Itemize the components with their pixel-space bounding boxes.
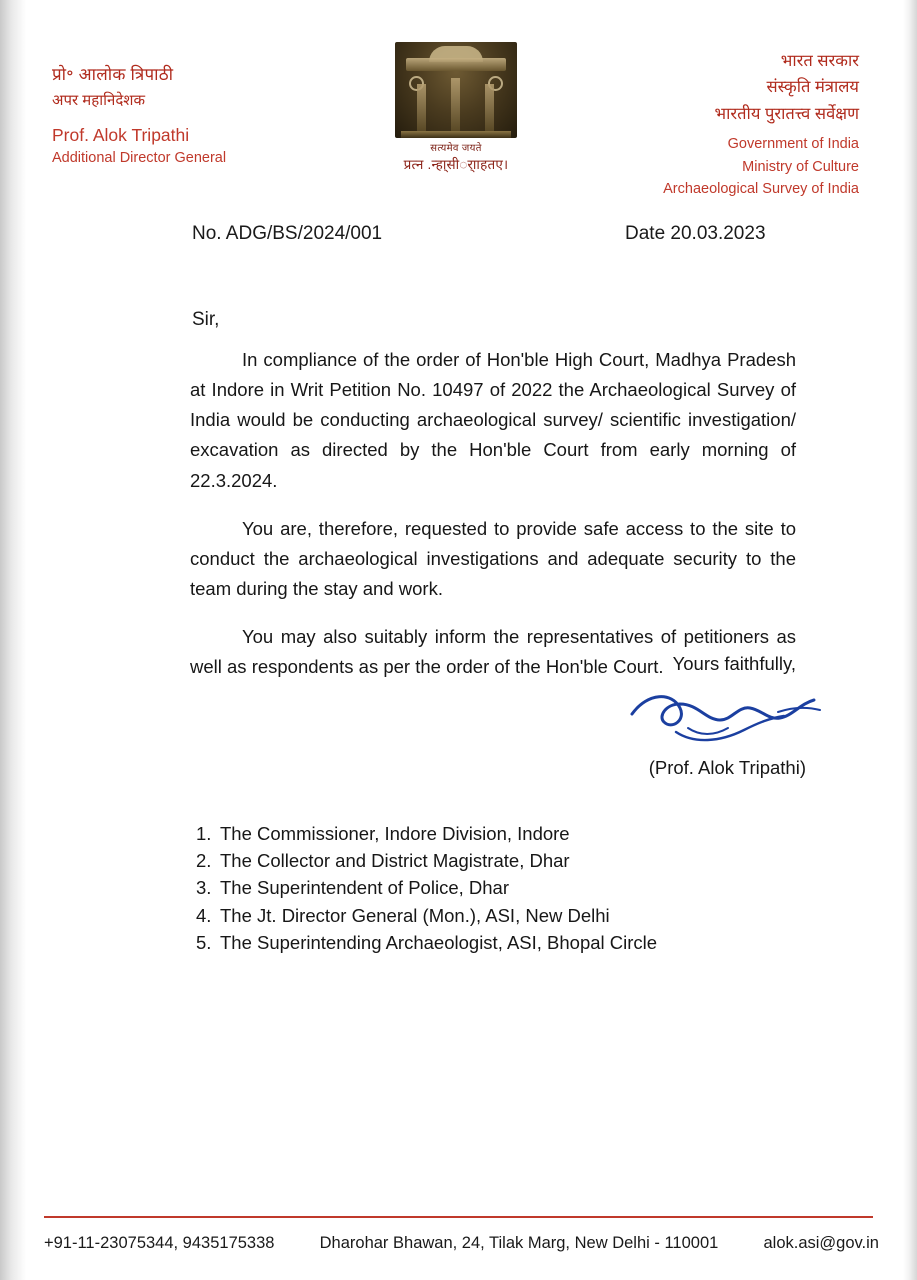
list-item-number: 1. [196, 823, 212, 844]
list-item-label: The Collector and District Magistrate, Dhar [220, 850, 570, 872]
letterhead [0, 42, 917, 198]
emblem-base [401, 131, 511, 138]
org-english-line-2: Ministry of Culture [742, 158, 859, 175]
footer-address: Dharohar Bhawan, 24, Tilak Marg, New Delhi - 110001 [319, 1234, 719, 1252]
list-item-label: The Commissioner, Indore Division, Indore [220, 823, 570, 844]
list-item [196, 902, 657, 929]
list-item-label: The Superintending Archaeologist, ASI, Bhopal Circle [220, 931, 658, 953]
signature-image [628, 686, 828, 758]
org-english-line-1: Government of India [727, 136, 859, 153]
emblem-pillar-center [451, 78, 460, 132]
sender-name-english: Prof. Alok Tripathi [52, 124, 190, 145]
list-item [196, 929, 657, 956]
list-item-label: The Jt. Director General (Mon.), ASI, New Delhi [220, 904, 610, 926]
signatory-name: (Prof. Alok Tripathi) [648, 757, 806, 778]
sender-name-hindi: प्रो॰ आलोक त्रिपाठी [52, 65, 174, 84]
list-item-number: 4. [196, 904, 212, 926]
list-item [196, 820, 657, 847]
list-item [196, 874, 657, 901]
body-paragraph-3: You may also suitably inform the representatives of petitioners as well as respondents as per the order of the Hon'ble Court. [190, 626, 796, 678]
emblem-caption: प्रत्न .न्हा्सीर्ााहतए। [403, 157, 509, 172]
org-hindi-line-1: भारत सरकार [780, 52, 859, 70]
body-paragraph-1: In compliance of the order of Hon'ble High Court, Madhya Pradesh at Indore in Writ Petition No. 10497 of 2022 the Archaeological Survey of India would be conducting archaeological survey/ scientific investigation/ excavation as directed by the Hon'ble Court from early morning of 22.3.2024. [190, 349, 796, 491]
list-item-number: 5. [196, 931, 212, 953]
reference-number: No. ADG/BS/2024/001 [192, 223, 383, 244]
list-item [196, 847, 657, 874]
emblem-pillar-left [417, 84, 426, 132]
letter-date: Date 20.03.2023 [625, 223, 766, 244]
org-hindi-line-2: संस्कृति मंत्रालय [766, 78, 859, 97]
closing-phrase: Yours faithfully, [672, 653, 796, 674]
emblem-pillar-right [485, 84, 494, 132]
national-emblem-icon [395, 42, 517, 138]
letterhead-organisation-block [663, 48, 859, 201]
sender-designation-english: Additional Director General [52, 150, 227, 167]
sender-designation-hindi: अपर महानिदेशक [52, 91, 145, 109]
letter-body [190, 345, 796, 700]
list-item-number: 2. [196, 850, 212, 872]
emblem-motto: सत्यमेव जयते [430, 143, 482, 154]
footer-divider [44, 1216, 873, 1218]
footer-email: alok.asi@gov.in [763, 1234, 879, 1252]
org-english-line-3: Archaeological Survey of India [663, 181, 859, 198]
list-item-label: The Superintendent of Police, Dhar [220, 877, 509, 899]
footer-phone: +91-11-23075344, 9435175338 [44, 1234, 275, 1252]
org-hindi-line-3: भारतीय पुरातत्त्व सर्वेक्षण [714, 104, 859, 123]
footer [44, 1234, 879, 1253]
letterhead-emblem-block [386, 42, 526, 173]
body-paragraph-2: You are, therefore, requested to provide safe access to the site to conduct the archaeological investigations and adequate security to the team during the stay and work. [190, 517, 796, 599]
distribution-list [196, 820, 657, 956]
list-item-number: 3. [196, 877, 212, 899]
letterhead-sender-block [52, 62, 352, 168]
salutation: Sir, [192, 309, 220, 330]
emblem-capital [406, 58, 506, 71]
